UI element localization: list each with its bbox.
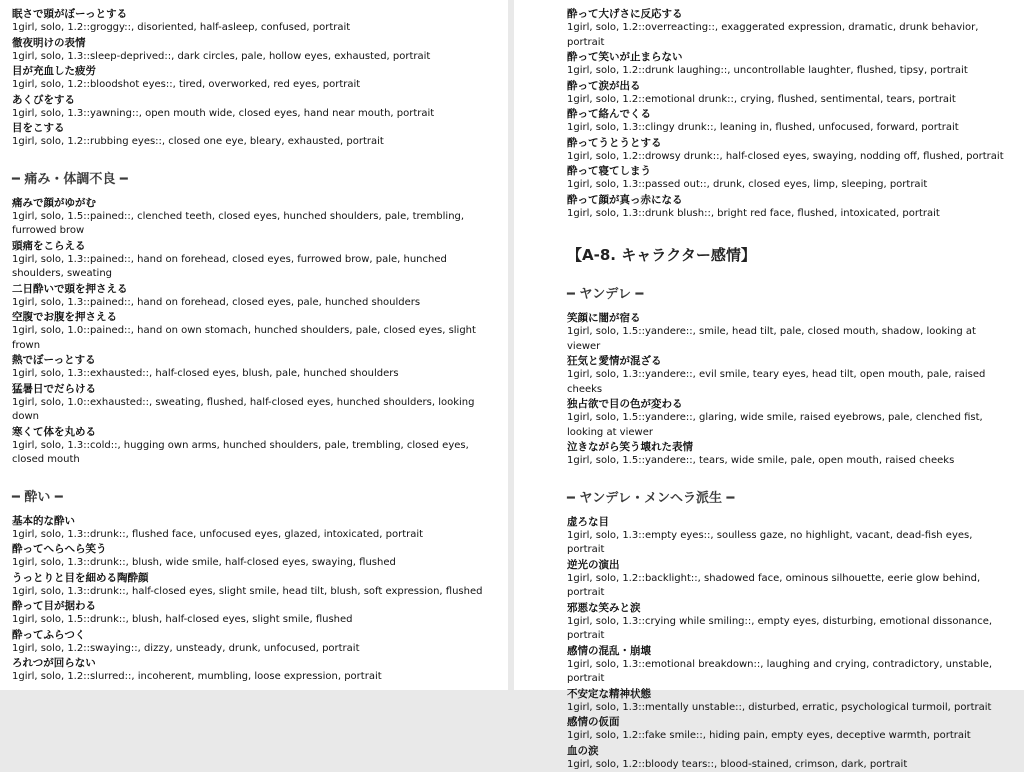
entry-prompt: 1girl, solo, 1.2::drowsy drunk::, half-closed eyes, swaying, nodding off, flushed, portrait bbox=[567, 150, 1012, 165]
entry-prompt: 1girl, solo, 1.3::drunk::, blush, wide smile, half-closed eyes, swaying, flushed bbox=[12, 556, 498, 571]
entry-title: 血の涙 bbox=[567, 744, 1012, 758]
section-heading: ━ 酔い ━ bbox=[12, 490, 498, 506]
entry-title: 酔って顔が真っ赤になる bbox=[567, 193, 1012, 207]
entry-title: 酔って絡んでくる bbox=[567, 107, 1012, 121]
entry-prompt: 1girl, solo, 1.5::yandere::, smile, head tilt, pale, closed mouth, shadow, looking at viewer bbox=[567, 325, 1012, 354]
entry-title: 酔ってうとうとする bbox=[567, 136, 1012, 150]
entry-prompt: 1girl, solo, 1.2::bloody tears::, blood-stained, crimson, dark, portrait bbox=[567, 758, 1012, 772]
entry-prompt: 1girl, solo, 1.2::drunk laughing::, uncontrollable laughter, flushed, tipsy, portrait bbox=[567, 64, 1012, 79]
entry-prompt: 1girl, solo, 1.3::passed out::, drunk, closed eyes, limp, sleeping, portrait bbox=[567, 178, 1012, 193]
intro-entry-list bbox=[12, 7, 498, 150]
entry-title: 基本的な酔い bbox=[12, 514, 498, 528]
entry-title: 空腹でお腹を押さえる bbox=[12, 310, 498, 324]
entry-title: うっとりと目を細める陶酔顔 bbox=[12, 571, 498, 585]
entry-prompt: 1girl, solo, 1.5::pained::, clenched teeth, closed eyes, hunched shoulders, pale, trembling, furrowed brow bbox=[12, 210, 498, 239]
entry-prompt: 1girl, solo, 1.0::exhausted::, sweating, flushed, half-closed eyes, hunched shoulders, looking down bbox=[12, 396, 498, 425]
entry-prompt: 1girl, solo, 1.2::groggy::, disoriented, half-asleep, confused, portrait bbox=[12, 21, 498, 36]
entry-prompt: 1girl, solo, 1.2::overreacting::, exaggerated expression, dramatic, drunk behavior, portrait bbox=[567, 21, 1012, 50]
entry-prompt: 1girl, solo, 1.0::pained::, hand on own stomach, hunched shoulders, pale, closed eyes, slight frown bbox=[12, 324, 498, 353]
entry-prompt: 1girl, solo, 1.3::mentally unstable::, disturbed, erratic, psychological turmoil, portrait bbox=[567, 701, 1012, 716]
entry-title: あくびをする bbox=[12, 93, 498, 107]
entry-prompt: 1girl, solo, 1.3::pained::, hand on forehead, closed eyes, furrowed brow, pale, hunched shoulders, sweating bbox=[12, 253, 498, 282]
entry-title: 酔って大げさに反応する bbox=[567, 7, 1012, 21]
document-page-right bbox=[514, 0, 1024, 690]
entry-title: 酔って寝てしまう bbox=[567, 164, 1012, 178]
section-heading: ━ 痛み・体調不良 ━ bbox=[12, 172, 498, 188]
section-block bbox=[567, 491, 1012, 772]
entry-prompt: 1girl, solo, 1.3::cold::, hugging own arms, hunched shoulders, pale, trembling, closed eyes, closed mouth bbox=[12, 439, 498, 468]
entry-title: 眠さで頭がぼーっとする bbox=[12, 7, 498, 21]
entry-title: 感情の仮面 bbox=[567, 715, 1012, 729]
entry-title: 酔って涙が出る bbox=[567, 79, 1012, 93]
entry-prompt: 1girl, solo, 1.2::slurred::, incoherent, mumbling, loose expression, portrait bbox=[12, 670, 498, 685]
entry-prompt: 1girl, solo, 1.3::drunk blush::, bright red face, flushed, intoxicated, portrait bbox=[567, 207, 1012, 222]
entry-prompt: 1girl, solo, 1.2::fake smile::, hiding pain, empty eyes, deceptive warmth, portrait bbox=[567, 729, 1012, 744]
section-block bbox=[12, 490, 498, 685]
section-list bbox=[12, 172, 498, 685]
entry-title: 二日酔いで頭を押さえる bbox=[12, 282, 498, 296]
entry-title: 邪悪な笑みと涙 bbox=[567, 601, 1012, 615]
entry-title: 感情の混乱・崩壊 bbox=[567, 644, 1012, 658]
entry-title: 逆光の演出 bbox=[567, 558, 1012, 572]
entry-title: 目をこする bbox=[12, 121, 498, 135]
section-heading: ━ ヤンデレ ━ bbox=[567, 287, 1012, 303]
entry-prompt: 1girl, solo, 1.2::swaying::, dizzy, unsteady, drunk, unfocused, portrait bbox=[12, 642, 498, 657]
entry-title: 頭痛をこらえる bbox=[12, 239, 498, 253]
entry-title: 熱でぼーっとする bbox=[12, 353, 498, 367]
entry-prompt: 1girl, solo, 1.5::drunk::, blush, half-closed eyes, slight smile, flushed bbox=[12, 613, 498, 628]
section-list bbox=[567, 287, 1012, 772]
entry-prompt: 1girl, solo, 1.5::yandere::, glaring, wide smile, raised eyebrows, pale, clenched fist, looking at viewer bbox=[567, 411, 1012, 440]
entry-prompt: 1girl, solo, 1.2::backlight::, shadowed face, ominous silhouette, eerie glow behind, portrait bbox=[567, 572, 1012, 601]
entry-prompt: 1girl, solo, 1.3::crying while smiling::, empty eyes, disturbing, emotional dissonance, portrait bbox=[567, 615, 1012, 644]
entry-prompt: 1girl, solo, 1.5::yandere::, tears, wide smile, pale, open mouth, raised cheeks bbox=[567, 454, 1012, 469]
section-block bbox=[567, 287, 1012, 469]
entry-title: 不安定な精神状態 bbox=[567, 687, 1012, 701]
entry-prompt: 1girl, solo, 1.3::clingy drunk::, leaning in, flushed, unfocused, forward, portrait bbox=[567, 121, 1012, 136]
entry-prompt: 1girl, solo, 1.3::drunk::, half-closed eyes, slight smile, head tilt, blush, soft expression, flushed bbox=[12, 585, 498, 600]
intro-entry-list bbox=[567, 7, 1012, 221]
chapter-heading: 【A-8. キャラクター感情】 bbox=[567, 245, 1012, 265]
entry-title: 狂気と愛情が混ざる bbox=[567, 354, 1012, 368]
entry-title: 虚ろな目 bbox=[567, 515, 1012, 529]
entry-prompt: 1girl, solo, 1.3::empty eyes::, soulless gaze, no highlight, vacant, dead-fish eyes, portrait bbox=[567, 529, 1012, 558]
entry-prompt: 1girl, solo, 1.3::sleep-deprived::, dark circles, pale, hollow eyes, exhausted, portrait bbox=[12, 50, 498, 65]
entry-title: 寒くて体を丸める bbox=[12, 425, 498, 439]
entry-title: 酔ってふらつく bbox=[12, 628, 498, 642]
entry-prompt: 1girl, solo, 1.3::pained::, hand on forehead, closed eyes, pale, hunched shoulders bbox=[12, 296, 498, 311]
document-page-left bbox=[0, 0, 508, 690]
entry-title: 酔って目が据わる bbox=[12, 599, 498, 613]
entry-prompt: 1girl, solo, 1.3::yawning::, open mouth wide, closed eyes, hand near mouth, portrait bbox=[12, 107, 498, 122]
entry-title: 笑顔に闇が宿る bbox=[567, 311, 1012, 325]
entry-title: 目が充血した疲労 bbox=[12, 64, 498, 78]
entry-title: 泣きながら笑う壊れた表情 bbox=[567, 440, 1012, 454]
entry-title: 独占欲で目の色が変わる bbox=[567, 397, 1012, 411]
entry-prompt: 1girl, solo, 1.3::emotional breakdown::, laughing and crying, contradictory, unstable, portrait bbox=[567, 658, 1012, 687]
entry-title: 痛みで顔がゆがむ bbox=[12, 196, 498, 210]
entry-title: ろれつが回らない bbox=[12, 656, 498, 670]
section-heading: ━ ヤンデレ・メンヘラ派生 ━ bbox=[567, 491, 1012, 507]
entry-title: 酔って笑いが止まらない bbox=[567, 50, 1012, 64]
entry-prompt: 1girl, solo, 1.2::bloodshot eyes::, tired, overworked, red eyes, portrait bbox=[12, 78, 498, 93]
section-block bbox=[12, 172, 498, 468]
entry-title: 酔ってへらへら笑う bbox=[12, 542, 498, 556]
entry-prompt: 1girl, solo, 1.3::drunk::, flushed face, unfocused eyes, glazed, intoxicated, portrait bbox=[12, 528, 498, 543]
entry-prompt: 1girl, solo, 1.3::yandere::, evil smile, teary eyes, head tilt, open mouth, pale, raised cheeks bbox=[567, 368, 1012, 397]
entry-title: 猛暑日でだらける bbox=[12, 382, 498, 396]
entry-prompt: 1girl, solo, 1.2::emotional drunk::, crying, flushed, sentimental, tears, portrait bbox=[567, 93, 1012, 108]
entry-title: 徹夜明けの表情 bbox=[12, 36, 498, 50]
entry-prompt: 1girl, solo, 1.2::rubbing eyes::, closed one eye, bleary, exhausted, portrait bbox=[12, 135, 498, 150]
entry-prompt: 1girl, solo, 1.3::exhausted::, half-closed eyes, blush, pale, hunched shoulders bbox=[12, 367, 498, 382]
